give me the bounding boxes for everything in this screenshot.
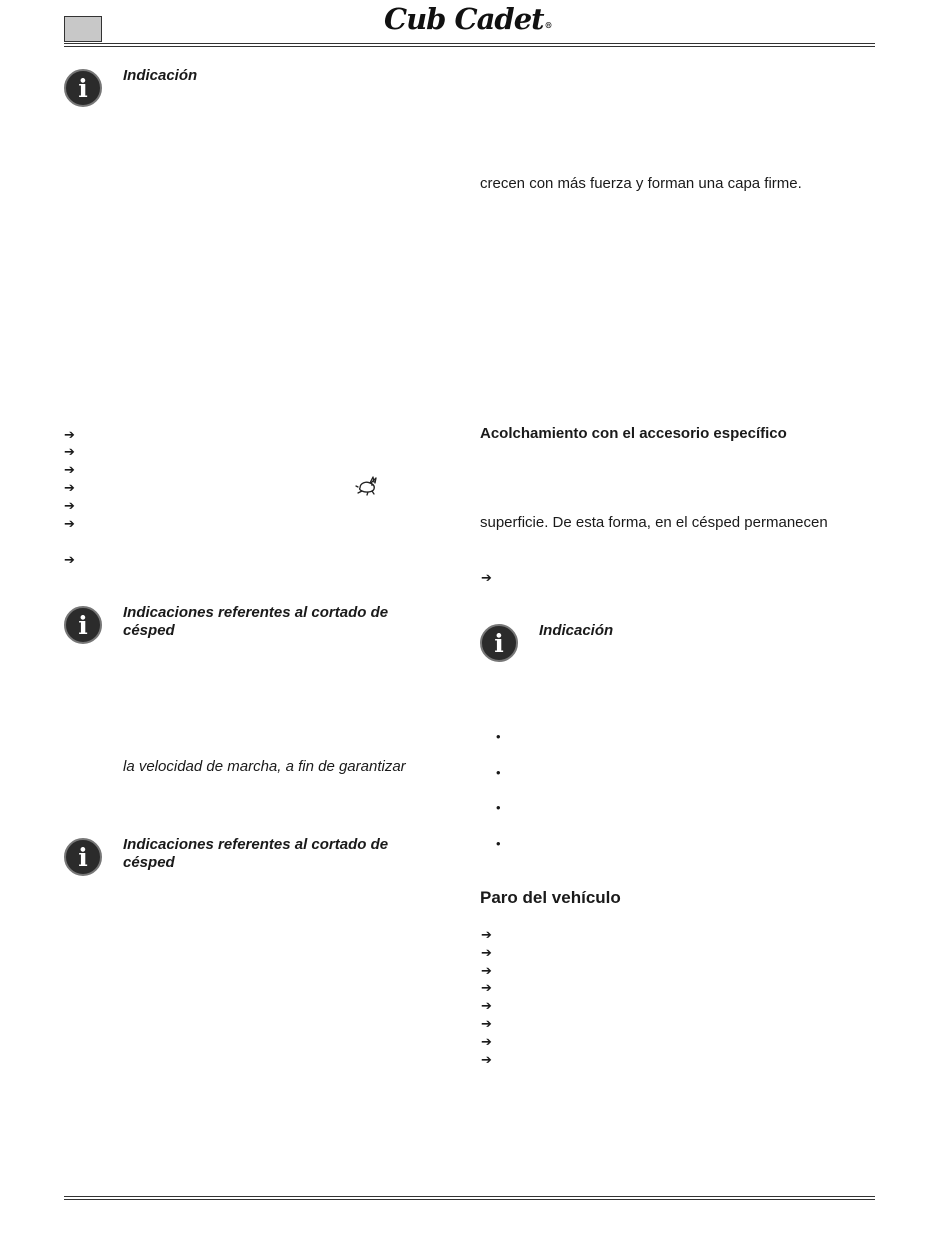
arrow-icon: ➔ [481,1034,492,1049]
note-text: la velocidad de marcha, a fin de garantizar [123,758,406,775]
rabbit-icon [354,474,380,496]
arrow-icon: ➔ [481,963,492,978]
section-title-stopping: Paro del vehículo [480,888,621,907]
note-title: Indicación [123,67,198,84]
arrow-icon: ➔ [481,980,492,995]
arrow-icon: ➔ [64,462,75,477]
arrow-icon: ➔ [481,1016,492,1031]
paragraph-text: crecen con más fuerza y forman una capa firme. [480,175,802,192]
arrow-icon: ➔ [64,444,75,459]
info-icon: i [64,838,102,876]
footer-rule-thin [64,1199,875,1200]
info-icon: i [64,69,102,107]
arrow-icon: ➔ [481,927,492,942]
note-title-cutting: Indicaciones referentes al cortado de césped [123,836,389,871]
arrow-icon: ➔ [64,552,75,567]
page-number-box [64,16,102,42]
footer-rule [64,1196,875,1197]
arrow-icon: ➔ [481,570,492,585]
arrow-icon: ➔ [481,1052,492,1067]
paragraph-text: superficie. De esta forma, en el césped permanecen [480,514,828,531]
bullet-icon: • [496,765,501,780]
info-icon: i [64,606,102,644]
bullet-icon: • [496,800,501,815]
info-icon: i [480,624,518,662]
header-rule [64,43,875,44]
mulching-heading: Acolchamiento con el accesorio específico [480,425,787,442]
arrow-icon: ➔ [64,427,75,442]
bullet-icon: • [496,729,501,744]
note-title: Indicación [539,622,614,639]
arrow-icon: ➔ [481,998,492,1013]
cub-cadet-logo: Cub Cadet ® [384,2,552,36]
arrow-icon: ➔ [64,498,75,513]
arrow-icon: ➔ [481,945,492,960]
arrow-icon: ➔ [64,516,75,531]
note-title-cutting: Indicaciones referentes al cortado de césped [123,604,389,639]
arrow-icon: ➔ [64,480,75,495]
bullet-icon: • [496,836,501,851]
header-rule-thin [64,46,875,47]
